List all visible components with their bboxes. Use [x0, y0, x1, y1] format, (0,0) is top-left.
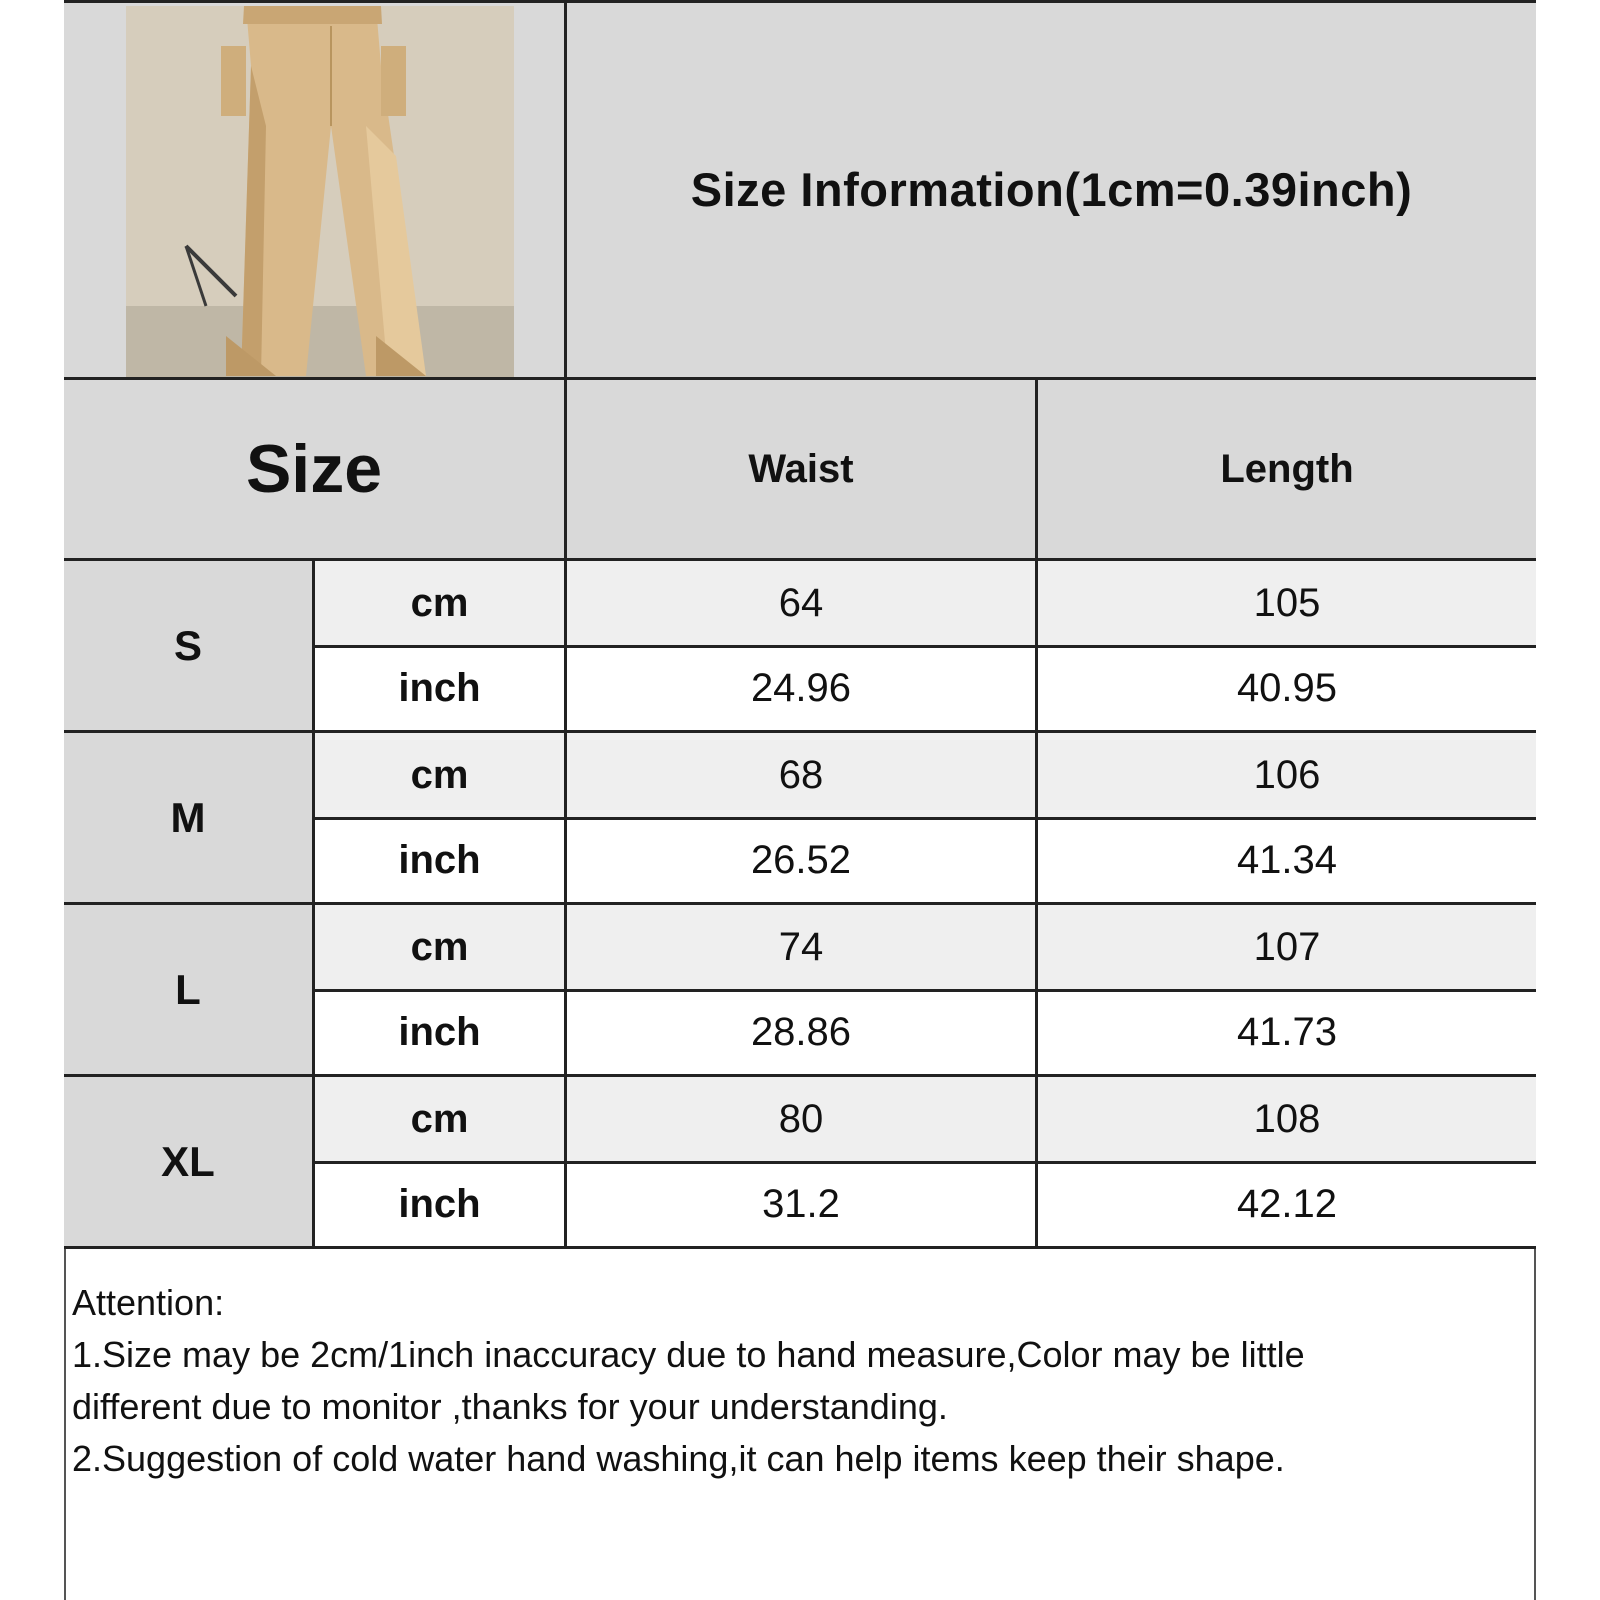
size-column-header: Size [245, 431, 383, 507]
unit-cell [315, 647, 564, 730]
size-label-cell [64, 733, 312, 902]
cargo-pants-image [126, 6, 514, 378]
unit-label: cm [410, 580, 469, 625]
divider [64, 730, 1536, 733]
waist-value-cell [567, 819, 1035, 902]
page-title: Size Information(1cm=0.39inch) [690, 162, 1413, 216]
waist-column-header: Waist [748, 446, 854, 491]
unit-cell [315, 819, 564, 902]
size-header-cell [64, 380, 564, 558]
divider [1035, 377, 1038, 1249]
product-photo [126, 6, 514, 378]
unit-label: inch [398, 838, 481, 882]
unit-cell [315, 905, 564, 989]
size-label: M [170, 793, 206, 841]
waist-value: 64 [778, 580, 824, 625]
waist-value: 28.86 [750, 1010, 852, 1054]
waist-value: 68 [778, 752, 824, 797]
divider [315, 989, 1536, 992]
divider [64, 902, 1536, 905]
length-value-cell [1038, 1077, 1536, 1161]
size-label-cell [64, 905, 312, 1074]
divider [315, 817, 1536, 820]
title-panel [567, 0, 1536, 378]
unit-cell [315, 561, 564, 645]
length-column-header: Length [1220, 446, 1354, 491]
waist-value-cell [567, 991, 1035, 1074]
unit-cell [315, 1163, 564, 1246]
divider [315, 1161, 1536, 1164]
length-value: 106 [1253, 752, 1321, 797]
waist-value: 24.96 [750, 666, 852, 710]
length-value: 41.73 [1236, 1010, 1338, 1054]
attention-notes [72, 1277, 1512, 1485]
notes-line: 2.Suggestion of cold water hand washing,it can help items keep their shape. [72, 1438, 1285, 1479]
notes-line: different due to monitor ,thanks for your understanding. [72, 1386, 948, 1427]
length-value-cell [1038, 561, 1536, 645]
unit-label: inch [398, 666, 481, 710]
length-value: 42.12 [1236, 1182, 1338, 1226]
size-label: L [175, 965, 201, 1013]
length-value: 40.95 [1236, 666, 1338, 710]
unit-label: inch [398, 1182, 481, 1226]
size-label-cell [64, 561, 312, 730]
unit-label: cm [410, 1096, 469, 1141]
length-value: 105 [1253, 580, 1321, 625]
waist-value-cell [567, 733, 1035, 817]
length-value: 108 [1253, 1096, 1321, 1141]
length-value: 107 [1253, 924, 1321, 969]
length-value-cell [1038, 1163, 1536, 1246]
length-value-cell [1038, 647, 1536, 730]
length-header-cell [1038, 380, 1536, 558]
size-label-cell [64, 1077, 312, 1246]
waist-value: 31.2 [762, 1182, 840, 1226]
waist-value-cell [567, 561, 1035, 645]
waist-value: 74 [778, 924, 824, 969]
waist-value: 80 [778, 1096, 824, 1141]
divider [64, 1074, 1536, 1077]
unit-label: cm [410, 752, 469, 797]
length-value-cell [1038, 733, 1536, 817]
waist-value-cell [567, 647, 1035, 730]
unit-cell [315, 1077, 564, 1161]
notes-heading: Attention: [72, 1282, 225, 1323]
divider [64, 377, 1536, 380]
length-value-cell [1038, 905, 1536, 989]
divider [64, 0, 1536, 3]
unit-label: inch [398, 1010, 481, 1054]
divider [312, 558, 315, 1249]
size-label: XL [161, 1137, 215, 1185]
divider [64, 558, 1536, 561]
divider [315, 645, 1536, 648]
unit-label: cm [410, 924, 469, 969]
length-value: 41.34 [1236, 838, 1338, 882]
waist-value: 26.52 [750, 838, 852, 882]
divider [564, 0, 567, 1249]
waist-value-cell [567, 1163, 1035, 1246]
length-value-cell [1038, 819, 1536, 902]
unit-cell [315, 733, 564, 817]
length-value-cell [1038, 991, 1536, 1074]
divider [64, 1246, 1536, 1249]
unit-cell [315, 991, 564, 1074]
notes-line: 1.Size may be 2cm/1inch inaccuracy due to hand measure,Color may be little [72, 1334, 1305, 1375]
waist-header-cell [567, 380, 1035, 558]
size-label: S [173, 621, 202, 669]
waist-value-cell [567, 905, 1035, 989]
waist-value-cell [567, 1077, 1035, 1161]
